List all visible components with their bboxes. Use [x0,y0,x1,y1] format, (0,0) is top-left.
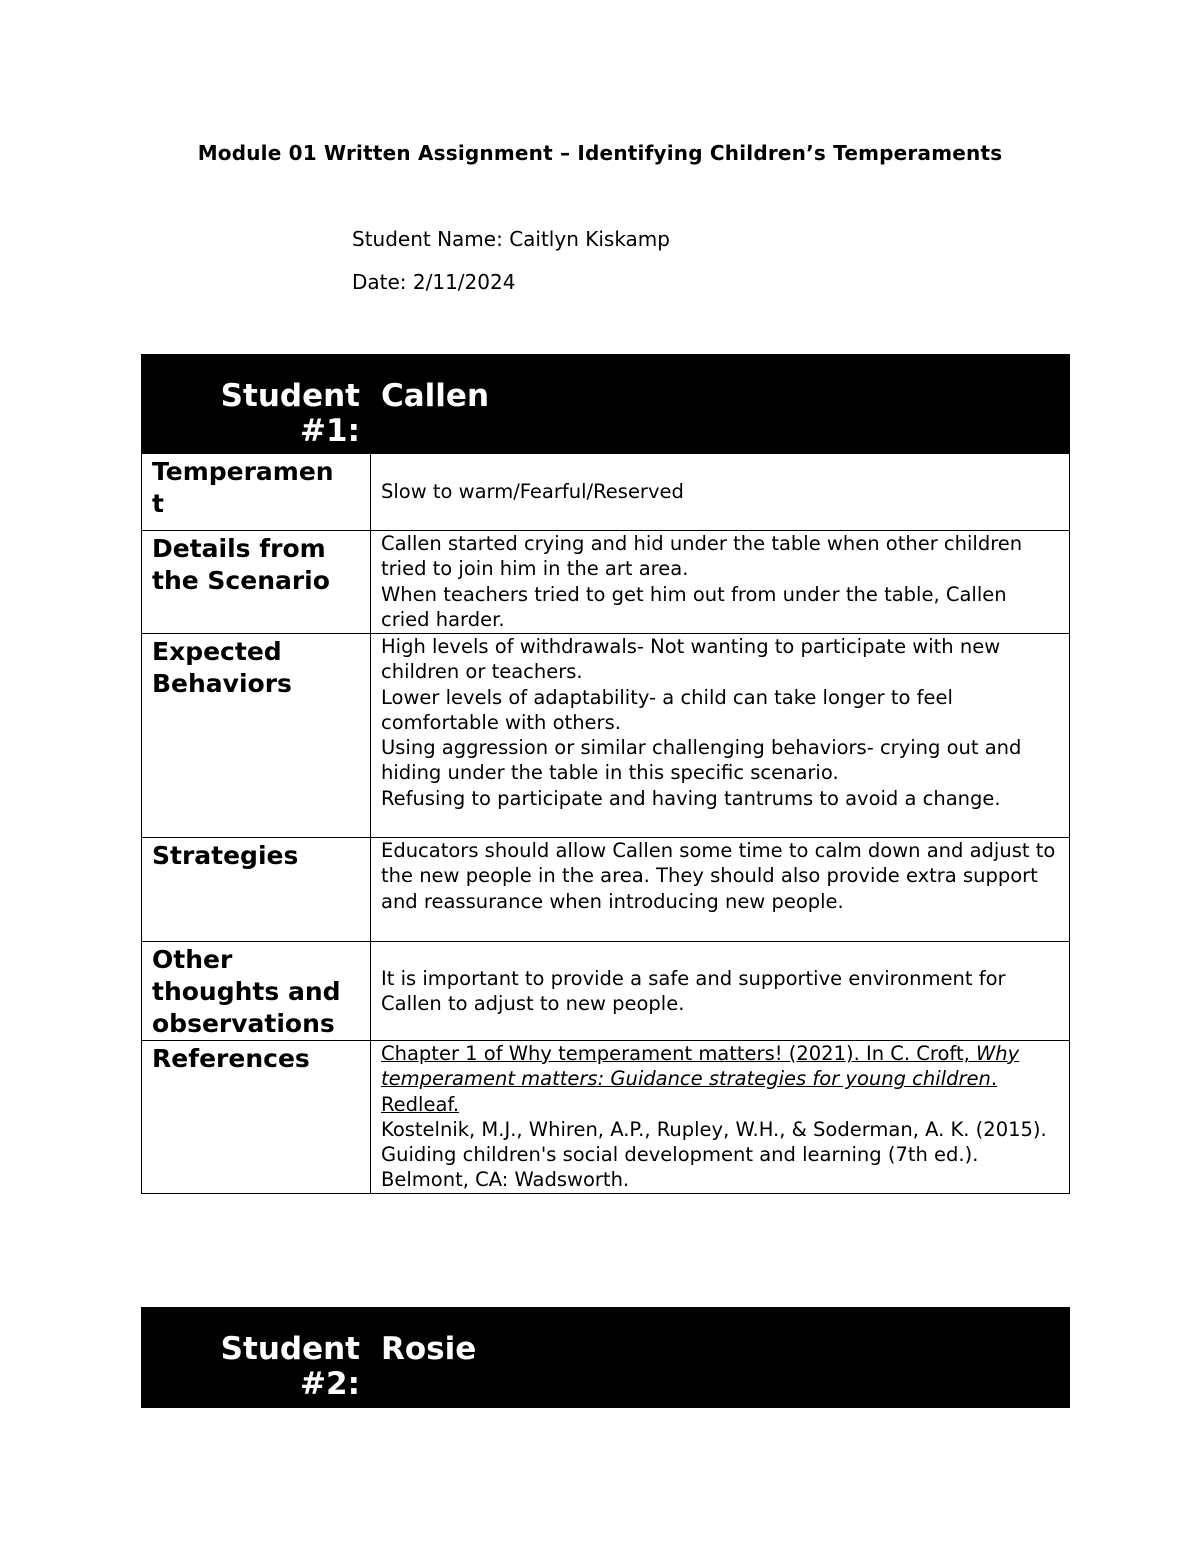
student1-name: Callen [371,355,1070,454]
student2-header-label-line1: Student [220,1331,360,1367]
temperament-value: Slow to warm/Fearful/Reserved [371,454,1070,531]
other-thoughts-label: Other thoughts and observations [142,942,371,1041]
reference-1-part2: . Redleaf. [381,1067,998,1116]
strategies-row [142,838,1070,942]
document-title: Module 01 Written Assignment – Identifying Children’s Temperaments [197,141,1003,165]
temperament-label [142,454,371,531]
expected-line: Using aggression or similar challenging behaviors- crying out and hiding under the table in this specific scenario. [381,736,1022,785]
temperament-label-line1: Temperamen [152,457,334,486]
expected-behaviors-label: Expected Behaviors [142,634,371,838]
student2-header-row [142,1308,1070,1409]
temperament-row [142,454,1070,531]
references-row [142,1041,1070,1194]
strategies-value: Educators should allow Callen some time to calm down and adjust to the new people in the area. They should also provide extra support and reassurance when introducing new people. [371,838,1070,942]
expected-behaviors-value [371,634,1070,838]
student1-header-row [142,355,1070,454]
reference-2: Kostelnik, M.J., Whiren, A.P., Rupley, W.H., & Soderman, A. K. (2015). Guiding children's social development and learning (7th ed.). Belmont, CA: Wadsworth. [381,1117,1047,1192]
student1-header-label-line2: #1: [300,413,360,449]
student1-header-label [142,355,371,454]
student1-table [141,354,1070,1194]
expected-line: Refusing to participate and having tantrums to avoid a change. [381,786,1001,810]
details-row [142,531,1070,634]
expected-line: High levels of withdrawals- Not wanting to participate with new children or teachers. [381,635,1001,684]
date-line: Date: 2/11/2024 [352,270,516,294]
temperament-label-line2: t [152,489,164,518]
expected-line: Lower levels of adaptability- a child can take longer to feel comfortable with others. [381,685,953,734]
details-label: Details from the Scenario [142,531,371,634]
details-line: When teachers tried to get him out from under the table, Callen cried harder. [381,582,1007,631]
student2-table [141,1307,1070,1408]
strategies-label: Strategies [142,838,371,942]
details-value [371,531,1070,634]
other-thoughts-row [142,942,1070,1041]
student-name-line: Student Name: Caitlyn Kiskamp [352,227,670,251]
references-value [371,1041,1070,1194]
student2-header-label [142,1308,371,1409]
other-thoughts-value: It is important to provide a safe and supportive environment for Callen to adjust to new people. [371,942,1070,1041]
reference-1-book-title: Why temperament matters: Guidance strategies for young children [381,1042,1020,1091]
student2-name: Rosie [371,1308,1070,1409]
reference-1-part1: Chapter 1 of Why temperament matters! (2021). In C. Croft, [381,1042,976,1065]
reference-1[interactable] [381,1041,1061,1117]
student1-header-label-line1: Student [220,378,360,414]
student2-header-label-line2: #2: [300,1366,360,1402]
details-line: Callen started crying and hid under the table when other children tried to join him in the art area. [381,532,1023,581]
references-label: References [142,1041,371,1194]
expected-behaviors-row [142,634,1070,838]
